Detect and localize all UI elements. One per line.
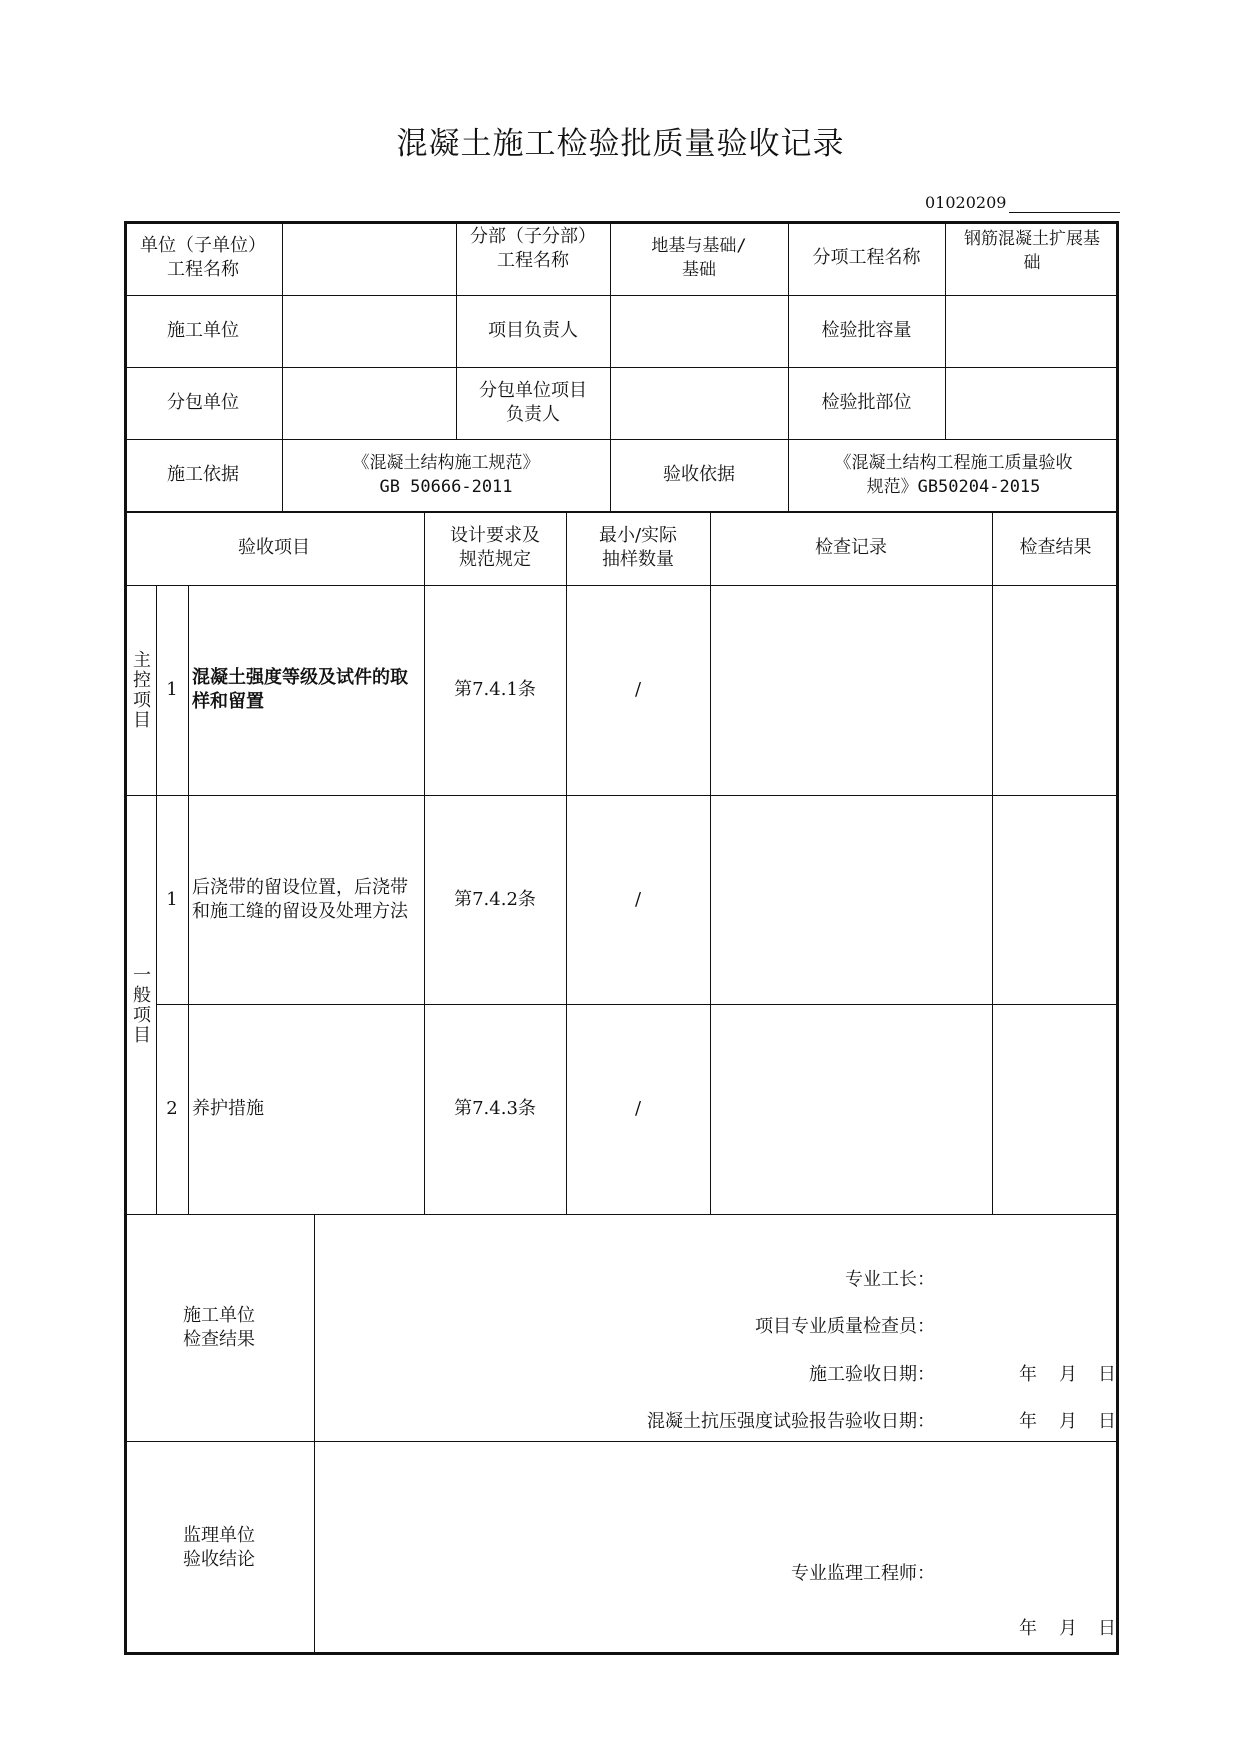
day-label: 日: [1098, 1364, 1116, 1385]
col-check-result: 检查结果: [1019, 537, 1092, 558]
division-name-label: 分部（子分部） 工程名称: [470, 226, 596, 271]
item-sampling: /: [634, 1098, 642, 1119]
item-design-clause: 第7.4.2条: [454, 888, 536, 910]
item-check-record[interactable]: [710, 1004, 992, 1214]
col-sampling-quantity: 最小/实际 抽样数量: [598, 525, 678, 570]
acceptance-basis-value: 《混凝土结构工程施工质量验收 规范》GB50204-2015: [834, 453, 1073, 497]
item-check-record[interactable]: [710, 795, 992, 1004]
contractor-value: [282, 295, 456, 367]
form-code: 01020209: [925, 193, 1007, 212]
subcontractor-value: [282, 367, 456, 439]
foreman-label: 专业工长：: [845, 1269, 935, 1290]
check-date-label: 施工验收日期：: [809, 1364, 935, 1385]
col-inspection-item: 验收项目: [238, 537, 310, 558]
strength-report-date-label: 混凝土抗压强度试验报告验收日期：: [647, 1411, 935, 1432]
general-group-label: 一般项目: [130, 964, 151, 1045]
item-number: 1: [166, 888, 178, 910]
day-label: 日: [1098, 1411, 1116, 1432]
item-description: 混凝土强度等级及试件的取样和留置: [192, 667, 408, 712]
item-design-clause: 第7.4.1条: [454, 679, 536, 700]
col-check-record: 检查记录: [815, 537, 887, 558]
unit-name-value: [282, 221, 456, 295]
item-description: 养护措施: [192, 1098, 264, 1119]
year-label: 年: [1019, 1411, 1037, 1432]
col-design-requirement: 设计要求及 规范规定: [450, 525, 540, 570]
item-description: 后浇带的留设位置，后浇带和施工缝的留设及处理方法: [192, 876, 408, 922]
batch-capacity-value: [945, 295, 1119, 367]
contractor-label: 施工单位: [167, 320, 239, 341]
supervisor-conclusion-label: 监理单位 验收结论: [183, 1525, 255, 1570]
month-label: 月: [1059, 1618, 1077, 1639]
subitem-name-value: 钢筋混凝土扩展基 础: [964, 229, 1100, 273]
supervising-engineer-label: 专业监理工程师：: [791, 1563, 935, 1584]
main-control-group-label: 主控项目: [130, 650, 151, 730]
subcontractor-label: 分包单位: [167, 392, 239, 413]
divider: [314, 1214, 315, 1655]
quality-inspector-label: 项目专业质量检查员：: [755, 1316, 935, 1337]
construction-basis-label: 施工依据: [167, 464, 239, 485]
month-label: 月: [1059, 1364, 1077, 1385]
item-sampling: /: [634, 679, 642, 700]
item-number: 2: [166, 1098, 178, 1119]
item-check-result[interactable]: [992, 795, 1119, 1004]
batch-location-label: 检验批部位: [821, 392, 912, 413]
item-check-result[interactable]: [992, 1004, 1119, 1214]
item-number: 1: [166, 679, 178, 700]
year-label: 年: [1019, 1364, 1037, 1385]
division-name-value: 地基与基础/ 基础: [651, 236, 747, 280]
day-label: 日: [1098, 1618, 1116, 1639]
item-check-record[interactable]: [710, 585, 992, 795]
sub-project-manager-label: 分包单位项目 负责人: [479, 380, 587, 425]
construction-basis-value: 《混凝土结构施工规范》 GB 50666-2011: [352, 453, 540, 497]
project-manager-label: 项目负责人: [488, 320, 578, 341]
batch-location-value: [945, 367, 1119, 439]
project-manager-value: [610, 295, 788, 367]
contractor-check-label: 施工单位 检查结果: [183, 1304, 255, 1350]
item-sampling: /: [634, 888, 642, 910]
subitem-name-label: 分项工程名称: [812, 247, 921, 268]
month-label: 月: [1059, 1411, 1077, 1432]
item-check-result[interactable]: [992, 585, 1119, 795]
page-title: 混凝土施工检验批质量验收记录: [396, 126, 845, 162]
unit-name-label: 单位（子单位） 工程名称: [140, 235, 266, 280]
year-label: 年: [1019, 1618, 1037, 1639]
acceptance-basis-label: 验收依据: [663, 464, 735, 485]
code-underline: [1009, 212, 1120, 213]
item-design-clause: 第7.4.3条: [454, 1098, 536, 1119]
batch-capacity-label: 检验批容量: [821, 320, 912, 341]
sub-project-manager-value: [610, 367, 788, 439]
